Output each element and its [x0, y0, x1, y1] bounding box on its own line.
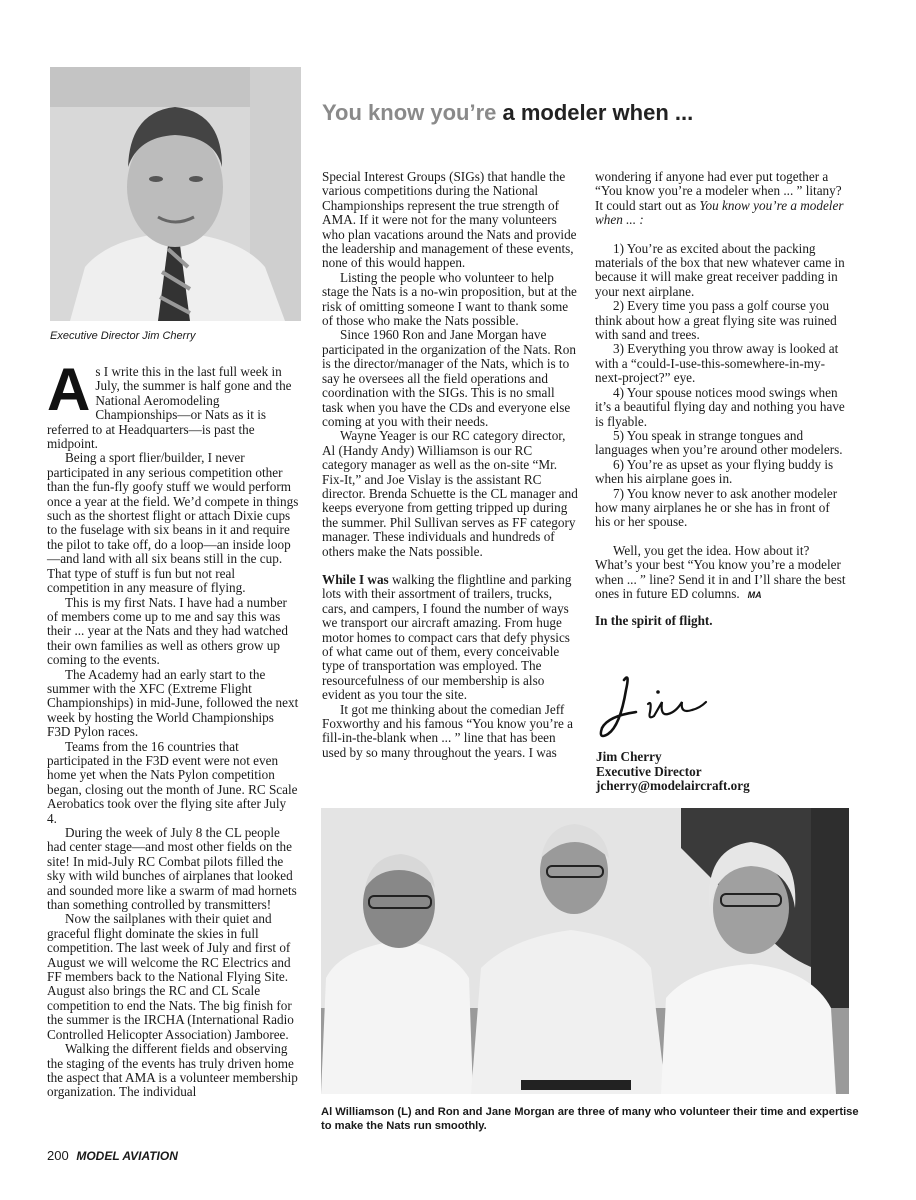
list-item: 3) Everything you throw away is looked at with a “could-I-use-this-somewhere-in-my-next-project?” eye. [595, 341, 839, 386]
paragraph: Walking the different fields and observing the staging of the events has truly driven home the aspect that AMA is a volunteer membership organization. The individual [47, 1041, 298, 1100]
article-column-3 [595, 170, 848, 629]
paragraph: It got me thinking about the comedian Jeff Foxworthy and his famous “You know you’re a fill-in-the-blank when ... ” line that has been used by so many throughout the years. I was [322, 701, 574, 760]
paragraph: Being a sport flier/builder, I never participated in any serious competition other than the fun-fly goofy stuff we would perform once a year at the field. We’d compete in things such as the shortest flight or attach Dixie cups to the fuselage with six beans in it and require the pilot to take off, do a loop—an inside loop—and land with all six beans still in the cup. That type of stuff is fun but not real competition in any measure of flying. [47, 450, 299, 596]
paragraph: During the week of July 8 the CL people had center stage—and most other fields on the site! In mid-July RC Combat pilots filled the sky with wild bunches of airplanes that looked and sounded more like a swarm of mad hornets than something controlled by transmitters! [47, 825, 297, 913]
headline-part1: You know you’re [322, 100, 497, 125]
portrait-caption: Executive Director Jim Cherry [50, 330, 196, 342]
lead-paragraph: As I write this in the last full week in July, the summer is half gone and the National Aeromodeling Championships—or Nats as it is referred to at Headquarters—is past the midpoint. [47, 356, 292, 452]
article-column-2 [322, 170, 578, 760]
paragraph: This is my first Nats. I have had a number of members come up to me and say this was their ... year at the Nats and they had watched their own families as well as others grow up coming to the events. [47, 594, 288, 668]
list-item: 4) Your spouse notices mood swings when it’s a beautiful flying day and nothing you have is flyable. [595, 384, 845, 429]
magazine-name: MODEL AVIATION [76, 1149, 178, 1163]
section-lead-in: While I was [322, 571, 389, 587]
paragraph: The Academy had an early start to the summer with the XFC (Extreme Flight Championships) in mid-June, followed the next week by hosting the World Championships F3D Pylon races. [47, 666, 299, 740]
author-name: Jim Cherry [596, 749, 662, 764]
list-item: 5) You speak in strange tongues and languages when you’re around other modelers. [595, 427, 843, 458]
page-number: 200 [47, 1148, 69, 1163]
list-item: 2) Every time you pass a golf course you think about how a great flying site was ruined with sand and trees. [595, 298, 837, 343]
article-column-1 [47, 356, 299, 1100]
author-title: Executive Director [596, 763, 702, 779]
author-email[interactable]: jcherry@modelaircraft.org [596, 778, 750, 793]
group-photo [321, 808, 849, 1094]
headline-part2: a modeler when ... [502, 100, 694, 125]
page-title [322, 100, 862, 126]
list-item: 1) You’re as excited about the packing materials of the box that new whatever came in because it will make great receiver padding in your next airplane. [595, 240, 845, 299]
signature-block [596, 750, 750, 794]
paragraph: Teams from the 16 countries that participated in the F3D event were not even home yet when the Nats Pylon competition began, closing out the month of June. RC Scale Aerobatics took over the flying site after July 4. [47, 738, 298, 826]
portrait-photo [50, 67, 301, 321]
drop-cap: A [47, 356, 91, 423]
photo-caption: Al Williamson (L) and Ron and Jane Morgan are three of many who volunteer their time and expertise to make the Nats run smoothly. [321, 1106, 859, 1132]
end-mark: MA [747, 589, 762, 600]
signature-image [596, 668, 746, 748]
italic-phrase: You know you’re a modeler when ... : [595, 197, 844, 228]
page-footer [47, 1148, 178, 1163]
paragraph: Listing the people who volunteer to help stage the Nats is a no-win proposition, but at the risk of omitting someone I want to thank some of those who make the Nats possible. [322, 269, 577, 329]
paragraph: wondering if anyone had ever put together a “You know you’re a modeler when ... ” litany? It could start out as You know you’re a modeler when ... : [595, 169, 844, 228]
closing-paragraph: Well, you get the idea. How about it? What’s your best “You know you’re a modeler when ... ” line? Send it in and I’ll share the best ones in future ED columns. MA [595, 542, 846, 601]
list-item: 7) You know never to ask another modeler how many airplanes he or she has in front of his or her spouse. [595, 485, 838, 530]
section-paragraph: While I was walking the flightline and parking lots with their assortment of trailers, trucks, cars, and campers, I found the number of ways we transport our aircraft amazing. From huge motor homes to compact cars that defy physics of what came out of them, every conceivable type of transportation was employed. The resourcefulness of our membership is also evident as you tour the site. [322, 571, 572, 703]
sign-off: In the spirit of flight. [595, 613, 713, 629]
paragraph: Wayne Yeager is our RC category director, Al (Handy Andy) Williamson is our RC category manager as well as the on-site “Mr. Fix-It,” and Joe Vislay is the assistant RC director. Brenda Schuette is the CL manager and keeps everyone from getting tripped up during the summer. Phil Sullivan serves as FF category manager. These individuals and hundreds of others make the Nats possible. [322, 428, 578, 559]
list-item: 6) You’re as upset as your flying buddy is when his airplane goes in. [595, 456, 834, 487]
paragraph: Special Interest Groups (SIGs) that handle the various competitions during the National Championships represent the true strength of AMA. If it were not for the many volunteers who plan vacations around the Nats and provide the leadership and management of these events, none of this would happen. [322, 169, 577, 271]
paragraph: Since 1960 Ron and Jane Morgan have participated in the organization of the Nats. Ron is the director/manager of the Nats, which is to say he oversees all the field operations and coordination with the SIGs. This is no small task when you have the CDs and everyone else coming at you with their needs. [322, 327, 576, 429]
paragraph: Now the sailplanes with their quiet and graceful flight dominate the skies in full competition. The last week of July and first of August we will welcome the RC Electrics and FF members back to the National Flying Site. August also brings the RC and CL Scale competition to end the Nats. The big finish for the summer is the IRCHA (International Radio Controlled Helicopter Association) Jamboree. [47, 911, 294, 1042]
